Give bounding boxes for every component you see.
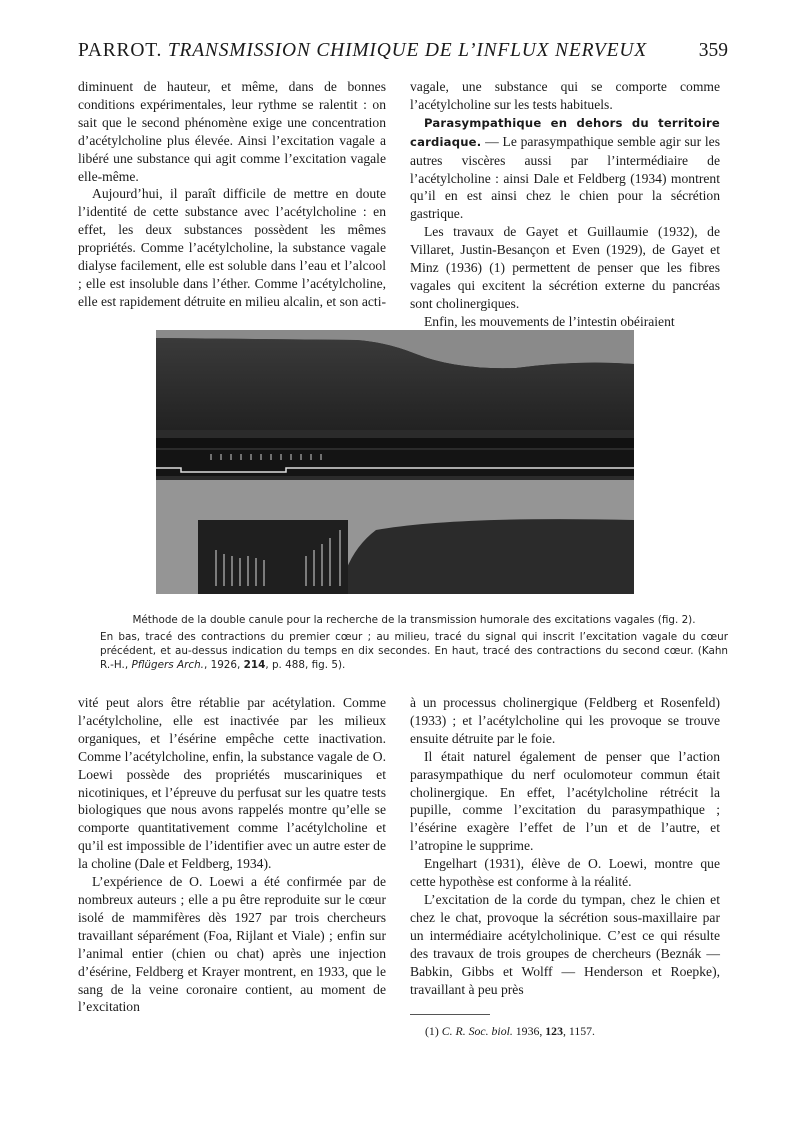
footnote-pages: , 1157. xyxy=(562,1024,595,1038)
footnote-marker: (1) xyxy=(425,1024,442,1038)
paragraph: diminuent de hauteur, et même, dans de bonnes conditions expérimentales, leur rythme se ralentit : on sait que le second phénomène exige une concentration d’acétylcholine plus élevée. Ainsi l’excitation vagale a libéré une substance qui agit comme l’excitation vagale elle-même. xyxy=(78,79,386,184)
caption-volume: 214 xyxy=(243,658,266,671)
top-left-column xyxy=(78,78,386,311)
caption-text: , 1926, xyxy=(203,658,244,671)
paragraph-text: — Le parasympathique semble agir sur les autres viscères aussi par l’intermédiaire de l’acétylcholine : ainsi Dale et Feldberg (1934) montrent qu’il en est ainsi chez le chien pour la sécrétion gastrique. xyxy=(410,133,720,222)
section-heading: Parasympathique en dehors du territoire cardiaque. xyxy=(410,115,720,149)
running-header xyxy=(78,40,728,74)
caption-text: En bas, tracé des contractions du premier cœur ; au milieu, tracé du signal qui inscrit l’excitation vagale du cœur précédent, et au-dessus indication du temps en dix secondes. En haut, tracé des contractions du second cœur. (Kahn R.-H., xyxy=(100,631,728,671)
signal-band xyxy=(156,438,634,448)
paragraph: Enfin, les mouvements de l’intestin obéiraient xyxy=(424,313,675,329)
bottom-right-column xyxy=(410,694,720,998)
header-subject: TRANSMISSION CHIMIQUE DE L’INFLUX NERVEUX xyxy=(167,40,647,61)
caption-text: , p. 488, fig. 5). xyxy=(265,658,346,671)
figure-caption-title: Méthode de la double canule pour la recherche de la transmission humorale des excitations vagales (fig. 2). xyxy=(132,614,696,626)
paragraph: L’excitation de la corde du tympan, chez le chien et chez le chat, provoque la sécrétion sous-maxillaire par un intermédiaire acétylcholinique. C’est ce qui résulte des travaux de trois groupes de chercheurs (Beznák — Babkin, Gibbs et Wolff — Henderson et Roepke), travaillant à peu près xyxy=(410,891,720,997)
paragraph: Engelhart (1931), élève de O. Loewi, montre que cette hypothèse est conforme à la réalité. xyxy=(410,856,720,890)
paragraph: Il était naturel également de penser que l’action parasympathique du nerf oculomoteur commun était cholinergique. En effet, l’acétylcholine rétrécit la pupille, comme l’excitation du parasympathique ; l’ésérine exagère l’effet de l’un et de l’autre, et l’atropine le supprime. xyxy=(410,748,720,854)
section-paragraph xyxy=(410,114,720,223)
caption-journal: Pflügers Arch. xyxy=(131,658,204,671)
first-heart-dark-region xyxy=(198,520,348,594)
paragraph: à un processus cholinergique (Feldberg et Rosenfeld) (1933) ; et l’acétylcholine qui les provoque se trouve ensuite détruite par le foie. xyxy=(410,695,720,746)
paragraph: Aujourd’hui, il paraît difficile de mettre en doute l’identité de cette substance avec l’acétylcholine : en effet, les deux substances possèdent les mêmes propriétés. Comme l’acétylcholine, la substance vagale dialyse facilement, elle est soluble dans l’eau et l’alcool ; elle est insoluble dans l’éther. Comme l’acétylcholine, elle est rapidement détruite en milieu alcalin, et son acti- xyxy=(78,186,387,309)
figure-caption-body xyxy=(100,631,728,672)
footnote xyxy=(425,1024,595,1039)
footnote-volume: 123 xyxy=(545,1024,563,1038)
kymograph-figure xyxy=(156,330,634,594)
header-title xyxy=(78,40,647,62)
footnote-journal: C. R. Soc. biol. xyxy=(441,1024,513,1038)
footnote-year: 1936, xyxy=(512,1024,546,1038)
header-author: PARROT. xyxy=(78,40,163,61)
paragraph: vagale, une substance qui se comporte comme l’acétylcholine sur les tests habituels. xyxy=(410,79,720,112)
paragraph: vité peut alors être rétablie par acétylation. Comme l’acétylcholine, elle est inactivée par les milieux organiques, et l’ésérine empêche cette inactivation. Comme l’acétylcholine, enfin, la substance vagale de O. Loewi possède des propriétés muscariniques et nicotiniques, et l’épreuve du perfusat sur les quatre tests biologiques que nous avons rappelés montre qu’elle se comporte quantitativement comme l’acétylcholine et qu’il est impossible de l’identifier avec un autre ester de la choline (Dale et Feldberg, 1934). xyxy=(78,695,386,872)
footnote-rule xyxy=(410,1014,490,1015)
paragraph: Les travaux de Gayet et Guillaumie (1932), de Villaret, Justin-Besançon et Even (1929), de Gayet et Minz (1936) (1) permettent de penser que les fibres vagales qui excitent la sécrétion externe du pancréas sont cholinergiques. xyxy=(410,224,720,311)
bottom-left-column xyxy=(78,694,386,1016)
paragraph: L’expérience de O. Loewi a été confirmée par de nombreux auteurs ; elle a pu être reproduite sur le cœur isolé de mammifères dès 1927 par trois chercheurs travaillant séparément (Foa, Rijlant et Viale) ; enfin sur l’animal entier (chien ou chat) après une injection d’ésérine, Feldberg et Krayer montrent, en 1933, que le sang de la veine coronaire contient, au moment de l’excitation xyxy=(78,874,386,1015)
page-number: 359 xyxy=(698,40,728,61)
top-right-column xyxy=(410,78,720,331)
